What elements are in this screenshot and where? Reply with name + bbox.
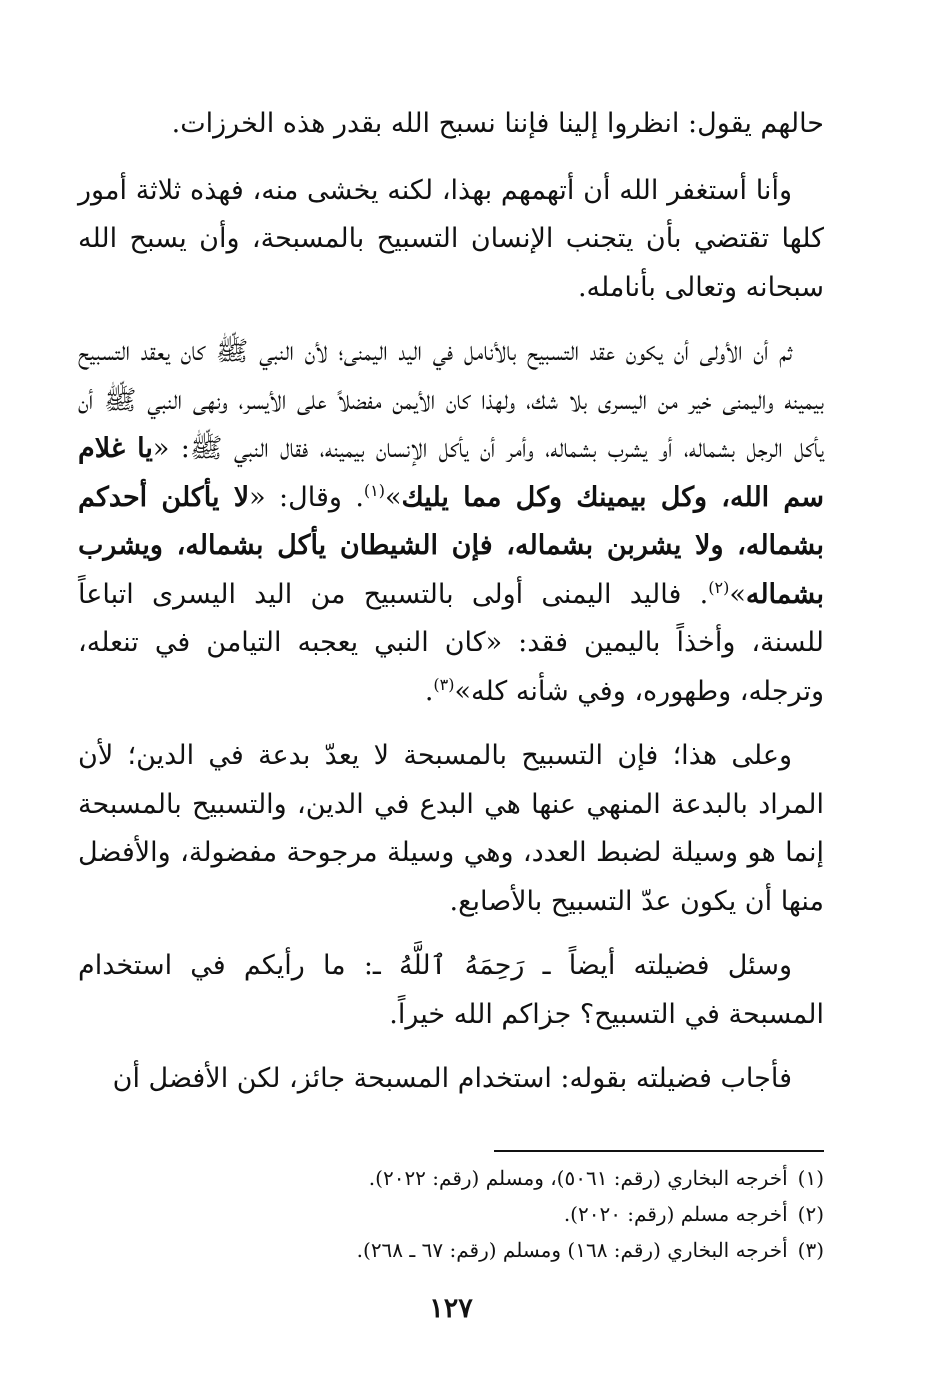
footnote-3-number: (٣) bbox=[797, 1238, 824, 1262]
paragraph-3 bbox=[78, 328, 824, 716]
hadith-quote-1: يا غلام سم الله، وكل بيمينك وكل مما يليك bbox=[78, 433, 824, 513]
paragraph-3-text-f: » bbox=[729, 578, 746, 610]
footnote-3 bbox=[78, 1232, 824, 1268]
footnote-1 bbox=[78, 1160, 824, 1196]
footnote-1-number: (١) bbox=[797, 1166, 824, 1190]
paragraph-6: فأجاب فضيلته بقوله: استخدام المسبحة جائز، لكن الأفضل أن bbox=[112, 1063, 792, 1094]
footnote-2-number: (٢) bbox=[797, 1202, 824, 1226]
paragraph-2: وأنا أستغفر الله أن أتهمهم بهذا، لكنه يخشى منه، فهذه ثلاثة أمور كلها تقتضي بأن يتجنب الإنسان التسبيح بالمسبحة، وأن يسبح الله سبحانه وتعالى بأنامله. bbox=[78, 174, 824, 303]
paragraph-3-text-a: ثم أن الأولى أن يكون عقد التسبيح بالأنامل في اليد اليمنى؛ لأن النبي ﷺ كان يعقد التسبيح بيمينه واليمنى خير من اليسرى بلا شك، ولهذا كان الأيمن مفضلاً على الأيسر، ونهى النبي ﷺ أن يأكل الرجل بشماله، أو يشرب بشماله، وأمر أن يأكل الإنسان بيمينه، فقال النبي ﷺ: « bbox=[78, 336, 824, 464]
hadith-quote-2: لا يأكلن أحدكم بشماله، ولا يشربن بشماله، فإن الشيطان يأكل بشماله، ويشرب بشماله bbox=[78, 481, 824, 610]
page-number: ١٢٧ bbox=[429, 1293, 473, 1324]
footnote-ref-3[interactable]: (٣) bbox=[433, 674, 455, 694]
paragraph-3-text-d: . وقال: « bbox=[249, 481, 364, 513]
paragraph-5: وسئل فضيلته أيضاً ـ رَحِمَهُ ٱللَّهُ ـ: ما رأيكم في استخدام المسبحة في التسبيح؟ جزاكم الله خيراً. bbox=[78, 950, 824, 1030]
footnotes bbox=[78, 1160, 824, 1268]
footnote-2-text: أخرجه مسلم (رقم: ٢٠٢٠). bbox=[563, 1202, 788, 1226]
footnote-3-text: أخرجه البخاري (رقم: ١٦٨) ومسلم (رقم: ٦٧ ـ ٢٦٨). bbox=[356, 1238, 788, 1262]
footnote-1-text: أخرجه البخاري (رقم: ٥٠٦١)، ومسلم (رقم: ٢٠٢٢). bbox=[368, 1166, 788, 1190]
page-body bbox=[78, 100, 824, 1380]
paragraph-3-text-g: . فاليد اليمنى أولى بالتسبيح من اليد اليسرى اتباعاً للسنة، وأخذاً باليمين فقد: «كان النبي يعجبه التيامن في تنعله، وترجله، وطهوره، وفي شأنه كله» bbox=[78, 578, 824, 707]
paragraph-4: وعلى هذا؛ فإن التسبيح بالمسبحة لا يعدّ بدعة في الدين؛ لأن المراد بالبدعة المنهي عنها هي البدع في الدين، والتسبيح بالمسبحة إنما هو وسيلة لضبط العدد، وهي وسيلة مرجوحة مفضولة، والأفضل منها أن يكون عدّ التسبيح بالأصابع. bbox=[78, 740, 824, 917]
footnote-divider bbox=[494, 1150, 824, 1152]
paragraph-3-text-h: . bbox=[424, 675, 434, 707]
paragraph-1: حالهم يقول: انظروا إلينا فإننا نسبح الله بقدر هذه الخرزات. bbox=[171, 108, 824, 139]
footnote-2 bbox=[78, 1196, 824, 1232]
footnote-ref-1[interactable]: (١) bbox=[363, 480, 386, 500]
footnote-ref-2[interactable]: (٢) bbox=[708, 577, 730, 597]
paragraph-3-text-c: » bbox=[385, 481, 402, 513]
